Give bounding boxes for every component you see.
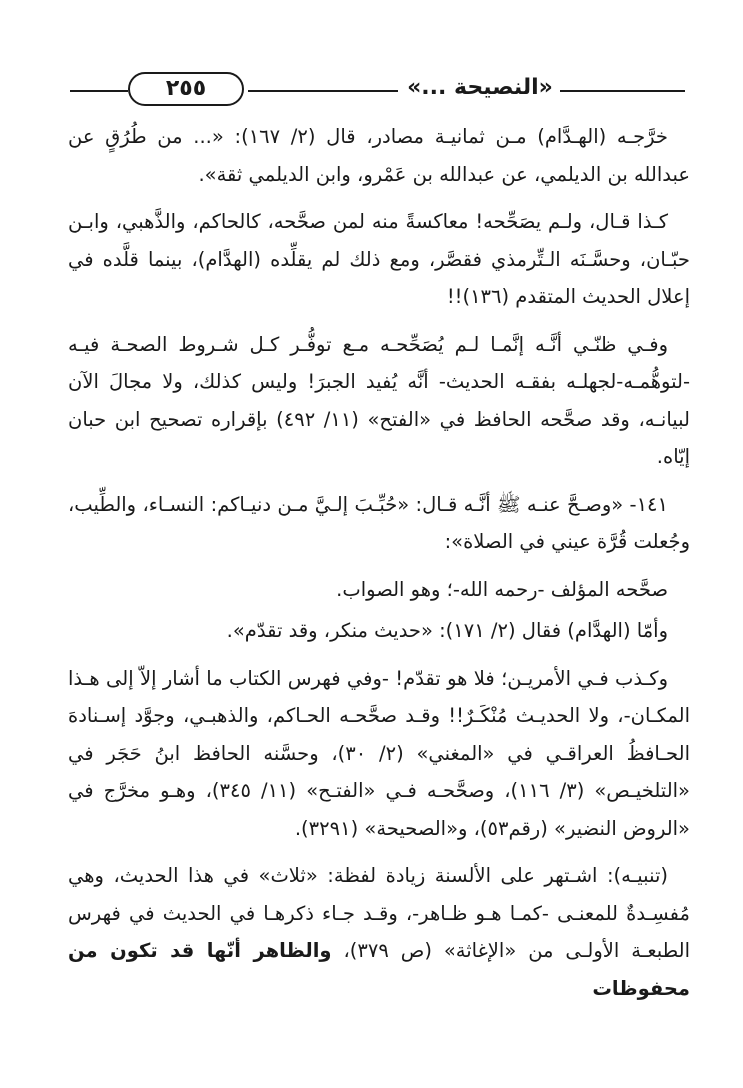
note-text: (تنبيـه): اشـتهر على الألسنة زيادة لفظة: «ثلاث» في هذا الحديث، وهي مُفسِـدةٌ للمعنـى -كمـا هـو ظـاهر-، وقـد جـاء ذكرهـا في الحديث في فهرس الطبعـة الأولـى من «الإغاثة» (ص ٣٧٩)، bbox=[68, 864, 691, 962]
paragraph: وكـذب فـي الأمريـن؛ فلا هو تقدّم! -وفي فهرس الكتاب ما أشار إلاّ إلى هـذا المكـان-، ولا الحديـث مُنْكَـرٌ!! وقـد صحَّحـه الحـاكم، والذهبـي، وجوَّد إسـنادهَ الحـافظُ العراقـي في «المغني» (٢/ ٣٠)، وحسَّنه الحافظ ابنُ حَجَر في «التلخيـص» (٣/ ١١٦)، وصحَّحـه فـي «الفتـح» (١١/ ٣٤٥)، وهـو مخرَّج في «الروض النضير» (رقم٥٣)، و«الصحيحة» (٣٢٩١). bbox=[68, 666, 690, 840]
paragraph: كـذا قـال، ولـم يصَحِّحه! معاكسةً منه لمن صحَّحه، كالحاكم، والذَّهبي، وابـن حبّـان، وحسَّـنَه الـتِّرمذي فقصَّر، ومع ذلك لم يقلِّده (الهدَّام)، بينما قلَّده في إعلال الحديث المتقدم (١٣٦)!! bbox=[68, 210, 690, 308]
page-body bbox=[68, 118, 690, 1017]
paragraph: صحَّحه المؤلف -رحمه الله-؛ وهو الصواب. bbox=[336, 577, 668, 601]
paragraph: وفـي ظنّـي أنَّـه إنَّمـا لـم يُصَحِّحـه مـع توفُّـر كـل شـروط الصحـة فيـه -لتوهُّمـه-لجهلـه بفقـه الحديث- أنَّه يُفيد الجبرَ! وليس كذلك، ولا مجالَ الآن لبيانـه، وقد صحَّحه الحافظ في «الفتح» (١١/ ٤٩٢) بإقراره تصحيح ابن حبان إيّاه. bbox=[68, 332, 690, 468]
note-paragraph bbox=[68, 857, 690, 1007]
header-rule-middle bbox=[248, 90, 398, 92]
header-rule-right bbox=[560, 90, 685, 92]
hadith-entry-141: ١٤١- «وصـحَّ عنـه ﷺ أنَّـه قـال: «حُبِّـبَ إلـيَّ مـن دنيـاكم: النسـاء، والطِّيب، وجُعلت قُرَّة عيني في الصلاة»: bbox=[68, 492, 690, 553]
header-rule-left bbox=[70, 90, 128, 92]
page-number: ٢٥٥ bbox=[128, 72, 244, 106]
running-title: «النصيحة ...» bbox=[407, 75, 553, 100]
paragraph: وأمّا (الهدَّام) فقال (٢/ ١٧١): «حديث منكر، وقد تقدّم». bbox=[226, 619, 668, 642]
page-header bbox=[70, 68, 685, 108]
paragraph: خرَّجـه (الهـدَّام) مـن ثمانيـة مصادر، قال (٢/ ١٦٧): «... من طُرُقٍ عن عبدالله بن الديلمي، عن عبدالله بن عَمْرو، وابن الديلمي ثقة». bbox=[68, 125, 690, 186]
note-bold-tail: والظاهر أنّها قد تكون من محفوظات bbox=[68, 939, 690, 1000]
